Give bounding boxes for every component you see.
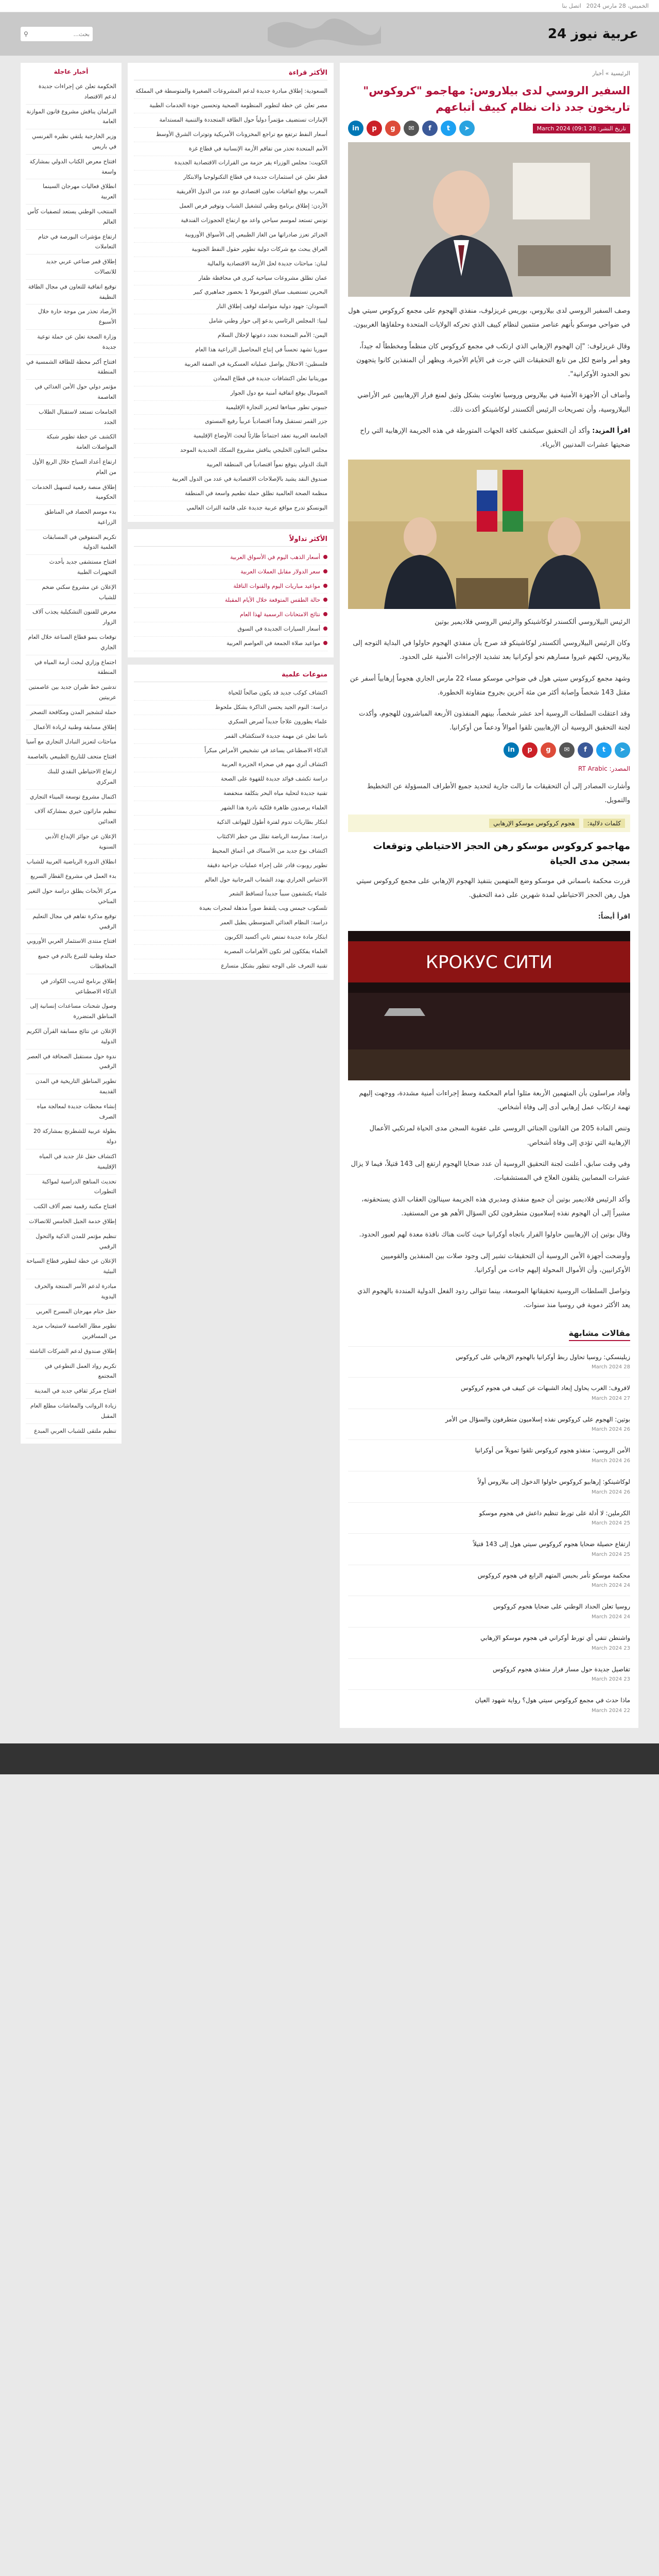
breaking-item[interactable]: توقعات بنمو قطاع الصناعة خلال العام الجاري: [26, 630, 116, 655]
trending-item[interactable]: مواعيد صلاة الجمعة في العواصم العربية: [134, 637, 327, 651]
pinterest-icon[interactable]: p: [522, 742, 537, 758]
latest-item[interactable]: السعودية: إطلاق مبادرة جديدة لدعم المشروعات الصغيرة والمتوسطة في المملكة: [134, 84, 327, 99]
top-contact-link[interactable]: اتصل بنا: [562, 3, 581, 9]
breaking-item[interactable]: مؤتمر دولي حول الأمن الغذائي في العاصمة: [26, 380, 116, 405]
breaking-item[interactable]: ندوة حول مستقبل الصحافة في العصر الرقمي: [26, 1049, 116, 1075]
breaking-item[interactable]: الإعلان عن نتائج مسابقة القرآن الكريم الدولية: [26, 1024, 116, 1049]
breaking-item[interactable]: انطلاق فعاليات مهرجان السينما العربية: [26, 179, 116, 205]
latest-item[interactable]: العراق يبحث مع شركات دولية تطوير حقول النفط الجنوبية: [134, 243, 327, 257]
breaking-item[interactable]: بدء العمل في مشروع القطار السريع: [26, 869, 116, 884]
bullet-icon: [323, 626, 327, 631]
world-map-decoration: [257, 12, 391, 56]
breaking-item[interactable]: تطوير المناطق التاريخية في المدن القديمة: [26, 1074, 116, 1099]
breaking-item[interactable]: ارتفاع مؤشرات البورصة في ختام التعاملات: [26, 230, 116, 255]
breaking-item[interactable]: تكريم رواد العمل التطوعي في المجتمع: [26, 1359, 116, 1384]
bullet-icon: [323, 569, 327, 573]
latest-item[interactable]: منظمة الصحة العالمية تطلق حملة تطعيم واسعة في المنطقة: [134, 487, 327, 501]
breaking-item[interactable]: توقيع مذكرة تفاهم في مجال التعليم الرقمي: [26, 909, 116, 935]
feature-item[interactable]: دراسة: النظام الغذائي المتوسطي يطيل العمر: [134, 916, 327, 930]
read-also-label: اقرأ أيضاً:: [598, 912, 630, 921]
feature-item[interactable]: تقنية التعرف على الوجه تتطور بشكل متسارع: [134, 959, 327, 974]
article-paragraph: وأكد الرئيس فلاديمير بوتين أن جميع منفذي ومدبري هذه الجريمة سينالون العقاب الذي يستحقونه، مشيراً إلى أن الهجوم نفذه إسلاميون متطرفون لكن السؤال الأهم هو من المستفيد.: [361, 1195, 630, 1217]
latest-item[interactable]: صندوق النقد يشيد بالإصلاحات الاقتصادية في عدد من الدول العربية: [134, 472, 327, 487]
trending-item[interactable]: نتائج الامتحانات الرسمية لهذا العام: [134, 608, 327, 622]
breaking-item[interactable]: الحكومة تعلن عن إجراءات جديدة لدعم الاقتصاد: [26, 79, 116, 105]
breaking-item[interactable]: بدء موسم الحصاد في المناطق الزراعية: [26, 505, 116, 530]
latest-item[interactable]: البنك الدولي يتوقع نمواً اقتصادياً في المنطقة العربية: [134, 458, 327, 472]
article-paragraph: وكان الرئيس البيلاروسي ألكسندر لوكاشينكو قد صرح بأن منفذي الهجوم حاولوا في البداية التوجه إلى بيلاروس، لكنهم غيروا مسارهم نحو أوكرانيا بعد تشديد الإجراءات الأمنية على الحدود.: [353, 639, 630, 662]
features-title: منوعات علمية: [134, 671, 327, 682]
article-paragraph: وقال غريزلوف: "إن الهجوم الإرهابي الذي ارتكب في مجمع كروكوس كان منظماً ومخططاً له جيداً، وهو أمر واضح لكل من تابع التحقيقات التي جرت في الأيام الأخيرة، ويظهر أن المنفذين كانوا يتجهون نحو الحدود الأوكرانية".: [356, 342, 630, 379]
breaking-item[interactable]: افتتاح معرض الكتاب الدولي بمشاركة واسعة: [26, 155, 116, 180]
article-title: السفير الروسي لدى بيلاروس: مهاجمو "كروكوس" تاريخون جدد ذات نظام كييف أتباعهم: [363, 84, 630, 113]
breaking-item[interactable]: افتتاح مكتبة رقمية تضم آلاف الكتب: [26, 1199, 116, 1214]
site-header: [0, 12, 659, 56]
linkedin-icon[interactable]: in: [504, 742, 519, 758]
breaking-item[interactable]: توقيع اتفاقية للتعاون في مجال الطاقة النظيفة: [26, 280, 116, 305]
feature-item[interactable]: اكتشاف أثري مهم في صحراء الجزيرة العربية: [134, 758, 327, 772]
latest-item[interactable]: الجامعة العربية تعقد اجتماعاً طارئاً لبحث الأوضاع الإقليمية: [134, 429, 327, 444]
bullet-icon: [323, 641, 327, 645]
google-icon[interactable]: g: [385, 121, 401, 136]
breadcrumb[interactable]: الرئيسية » أخبار: [592, 70, 630, 77]
latest-title: الأكثر قراءة: [134, 69, 327, 80]
google-icon[interactable]: g: [541, 742, 556, 758]
twitter-icon[interactable]: t: [596, 742, 612, 758]
article-date: تاريخ النشر: 28 March 2024 (09:1: [533, 124, 630, 133]
breaking-item[interactable]: انطلاق الدورة الرياضية العربية للشباب: [26, 855, 116, 870]
twitter-icon[interactable]: t: [441, 121, 456, 136]
breaking-item[interactable]: افتتاح أكبر محطة للطاقة الشمسية في المنطقة: [26, 355, 116, 380]
search-box: [21, 27, 93, 41]
breaking-item[interactable]: معرض للفنون التشكيلية يجذب آلاف الزوار: [26, 605, 116, 630]
latest-item[interactable]: تونس تستعد لموسم سياحي واعد مع ارتفاع الحجوزات الفندقية: [134, 214, 327, 228]
breaking-item[interactable]: البرلمان يناقش مشروع قانون الموازنة العامة: [26, 105, 116, 130]
article-source[interactable]: المصدر: RT Arabic: [578, 765, 630, 772]
breaking-item[interactable]: حفل ختام مهرجان المسرح العربي: [26, 1304, 116, 1319]
features-list: [134, 686, 327, 974]
breaking-item[interactable]: تنظيم ملتقى للشباب العربي المبدع: [26, 1424, 116, 1439]
breaking-item[interactable]: تطوير مطار العاصمة لاستيعاب مزيد من المسافرين: [26, 1319, 116, 1344]
breaking-item[interactable]: إنشاء محطات جديدة لمعالجة مياه الصرف: [26, 1099, 116, 1125]
related-item[interactable]: محكمة موسكو تأمر بحبس المتهم الرابع في هجوم كروكوس 24 March 2024: [348, 1565, 630, 1596]
latest-item[interactable]: الأمم المتحدة تحذر من تفاقم الأزمة الإنسانية في قطاع غزة: [134, 142, 327, 157]
breaking-item[interactable]: تحديث المناهج الدراسية لمواكبة التطورات: [26, 1175, 116, 1200]
related-item[interactable]: ارتفاع حصيلة ضحايا هجوم كروكوس سيتي هول إلى 143 قتيلاً 25 March 2024: [348, 1533, 630, 1565]
article-paragraph: وصف السفير الروسي لدى بيلاروس، بوريس غريزلوف، منفذي الهجوم على مجمع كروكوس سيتي هول في ضواحي موسكو بأنهم عناصر منتمين لنظام كييف الذي تحركه الولايات المتحدة وحلفاؤها الغربيون.: [348, 307, 630, 329]
feature-item[interactable]: الاحتباس الحراري يهدد الشعاب المرجانية حول العالم: [134, 873, 327, 888]
trending-item[interactable]: مواعيد مباريات اليوم والقنوات الناقلة: [134, 580, 327, 594]
telegram-icon[interactable]: ➤: [459, 121, 475, 136]
breaking-item[interactable]: مباحثات لتعزيز التبادل التجاري مع آسيا: [26, 735, 116, 750]
article-paragraph: وشهد مجمع كروكوس سيتي هول في ضواحي موسكو مساء 22 مارس الجاري هجوماً إرهابياً أسفر عن مقتل 143 شخصاً وإصابة أكثر من مئة آخرين بجروح متفاوتة الخطورة.: [350, 674, 630, 697]
middle-sidebar: [128, 63, 334, 987]
article-paragraph: وأفاد مراسلون بأن المتهمين الأربعة مثلوا أمام المحكمة وسط إجراءات أمنية مشددة، ووجهت إليهم تهمة ارتكاب عمل إرهابي أدى إلى وفاة أشخاص.: [359, 1089, 630, 1112]
bullet-icon: [323, 598, 327, 602]
trending-box: [128, 529, 334, 657]
feature-item[interactable]: العلماء يرصدون ظاهرة فلكية نادرة هذا الشهر: [134, 801, 327, 816]
bullet-icon: [323, 612, 327, 616]
article-paragraph: وتواصل السلطات الروسية تحقيقاتها الموسعة، بينما تتوالى ردود الفعل الدولية المنددة بالهجوم الذي يعد الأكثر دموية في روسيا منذ سنوات.: [357, 1287, 630, 1310]
trending-item[interactable]: أسعار السيارات الجديدة في السوق: [134, 622, 327, 637]
top-date: الخميس، 28 مارس 2024: [586, 3, 649, 9]
search-input[interactable]: [28, 31, 90, 38]
linkedin-icon[interactable]: in: [348, 121, 363, 136]
article-paragraph: [348, 424, 630, 452]
latest-item[interactable]: جيبوتي تطور ميناءها لتعزيز التجارة الإقليمية: [134, 401, 327, 415]
breaking-item[interactable]: بطولة عربية للشطرنج بمشاركة 20 دولة: [26, 1124, 116, 1149]
article-column: [340, 63, 638, 1728]
tag-item[interactable]: هجوم كروكوس موسكو الإرهابي: [489, 819, 579, 828]
article-paragraph: وقال بوتين إن الإرهابيين حاولوا الفرار باتجاه أوكرانيا حيث كانت هناك نافذة معدة لهم لعبور الحدود.: [359, 1231, 630, 1239]
breaking-item[interactable]: اجتماع وزاري لبحث أزمة المياه في المنطقة: [26, 655, 116, 681]
article-paragraph: وأضاف أن الأجهزة الأمنية في بيلاروس وروسيا تعاونت بشكل وثيق لمنع فرار الإرهابيين عبر الأراضي البيلاروسية، وأن تصريحات الرئيس ألكسندر لوكاشينكو أكدت ذلك.: [357, 392, 630, 414]
article-paragraph: وأوضحت أجهزة الأمن الروسية أن التحقيقات تشير إلى وجود صلات بين المنفذين والقوميين الأوكرانيين، وأن الأموال المحولة إليهم جاءت من أوكرانيا.: [380, 1252, 630, 1274]
latest-item[interactable]: الكويت: مجلس الوزراء يقر حزمة من القرارات الاقتصادية الجديدة: [134, 156, 327, 171]
trending-item[interactable]: حالة الطقس المتوقعة خلال الأيام المقبلة: [134, 594, 327, 608]
breaking-item[interactable]: الكشف عن خطة تطوير شبكة المواصلات العامة: [26, 430, 116, 455]
latest-item[interactable]: سوريا تشهد تحسناً في إنتاج المحاصيل الزراعية هذا العام: [134, 343, 327, 358]
related-item[interactable]: الكرملين: لا أدلة على تورط تنظيم داعش في هجوم موسكو 25 March 2024: [348, 1502, 630, 1534]
latest-item[interactable]: موريتانيا تعلن اكتشافات جديدة في قطاع المعادن: [134, 372, 327, 386]
latest-item[interactable]: جزر القمر تستقبل وفداً اقتصادياً عربياً رفيع المستوى: [134, 415, 327, 429]
bullet-icon: [323, 555, 327, 559]
latest-item[interactable]: المغرب يوقع اتفاقيات تعاون اقتصادي مع عدد من الدول الأفريقية: [134, 185, 327, 199]
latest-item[interactable]: أسعار النفط ترتفع مع تراجع المخزونات الأمريكية وتوترات الشرق الأوسط: [134, 128, 327, 142]
latest-box: [128, 63, 334, 522]
narrow-sidebar: [21, 63, 122, 1444]
email-icon[interactable]: ✉: [404, 121, 419, 136]
latest-item[interactable]: الجزائر تعزز صادراتها من الغاز الطبيعي إلى الأسواق الأوروبية: [134, 228, 327, 243]
latest-item[interactable]: فلسطين: الاحتلال يواصل عملياته العسكرية في الضفة الغربية: [134, 358, 327, 372]
read-more-label: اقرأ المزيد:: [592, 427, 630, 435]
breaking-item[interactable]: اكتمال مشروع توسعة الميناء التجاري: [26, 790, 116, 805]
breaking-item[interactable]: الإعلان عن جوائز الإبداع الأدبي السنوية: [26, 829, 116, 855]
breaking-item[interactable]: إطلاق قمر صناعي عربي جديد للاتصالات: [26, 255, 116, 280]
tags-box: [348, 815, 630, 832]
share-buttons: [348, 121, 475, 136]
facebook-icon[interactable]: f: [578, 742, 593, 758]
tags-label: كلمات دلالية:: [583, 819, 625, 828]
feature-item[interactable]: تلسكوب جيمس ويب يلتقط صوراً مذهلة لمجرات بعيدة: [134, 902, 327, 916]
breaking-item[interactable]: افتتاح منتدى الاستثمار العربي الأوروبي: [26, 934, 116, 949]
related-item[interactable]: زيلينسكي: روسيا تحاول ربط أوكرانيا بالهجوم الإرهابي على كروكوس 28 March 2024: [348, 1346, 630, 1378]
article-photo-crocus: [348, 931, 630, 1080]
article-subtitle: مهاجمو كروكوس موسكو رهن الحجز الاحتياطي وتوقعات بسجن مدى الحياة: [373, 841, 630, 867]
features-box: [128, 665, 334, 980]
feature-item[interactable]: دراسة: النوم الجيد يحسن الذاكرة بشكل ملحوظ: [134, 701, 327, 715]
article-photo-meeting: [348, 460, 630, 609]
article-meta: [348, 121, 630, 136]
breaking-item[interactable]: إطلاق صندوق لدعم الشركات الناشئة: [26, 1344, 116, 1359]
breaking-item[interactable]: تنظيم ماراثون خيري بمشاركة آلاف العدائين: [26, 804, 116, 829]
latest-item[interactable]: لبنان: مباحثات جديدة لحل الأزمة الاقتصادية والمالية: [134, 257, 327, 272]
feature-item[interactable]: اكتشاف كوكب جديد قد يكون صالحاً للحياة: [134, 686, 327, 701]
article-photo-diplomat: [348, 142, 630, 297]
breaking-item[interactable]: مبادرة لدعم الأسر المنتجة والحرف اليدوية: [26, 1279, 116, 1304]
top-strip: [0, 0, 659, 12]
latest-item[interactable]: مجلس التعاون الخليجي يناقش مشروع السكك الحديدية الموحد: [134, 444, 327, 458]
breaking-item[interactable]: تدشين خط طيران جديد بين عاصمتين عربيتين: [26, 680, 116, 705]
latest-item[interactable]: البحرين تستضيف سباق الفورمولا 1 بحضور جماهيري كبير: [134, 285, 327, 300]
breaking-item[interactable]: إطلاق برنامج لتدريب الكوادر في الذكاء الاصطناعي: [26, 974, 116, 999]
breaking-item[interactable]: حملة وطنية للتبرع بالدم في جميع المحافظات: [26, 949, 116, 974]
article-paragraph: قررت محكمة باسماني في موسكو وضع المتهمين بتنفيذ الهجوم الإرهابي على مجمع كروكوس سيتي هول رهن الحجز الاحتياطي لمدة شهرين على ذمة التحقيق.: [356, 877, 630, 900]
latest-item[interactable]: الإمارات تستضيف مؤتمراً دولياً حول الطاقة المتجددة والتنمية المستدامة: [134, 113, 327, 128]
feature-item[interactable]: علماء يطورون علاجاً جديداً لمرض السكري: [134, 715, 327, 730]
breaking-item[interactable]: افتتاح متحف للتاريخ الطبيعي بالعاصمة: [26, 750, 116, 765]
related-item[interactable]: تفاصيل جديدة حول مسار فرار منفذي هجوم كروكوس 23 March 2024: [348, 1658, 630, 1690]
image-caption: الرئيس البيلاروسي ألكسندر لوكاشينكو والرئيس الروسي فلاديمير بوتين: [435, 618, 630, 626]
narrow-list: [26, 79, 116, 1438]
feature-item[interactable]: ابتكار بطاريات تدوم لفترة أطول للهواتف الذكية: [134, 816, 327, 830]
feature-item[interactable]: تطوير روبوت قادر على إجراء عمليات جراحية دقيقة: [134, 859, 327, 873]
article-paragraph-text: وأكد أن التحقيق سيكشف كافة الجهات المتورطة في هذه الجريمة الإرهابية التي راح ضحيتها عشرات المدنيين الأبرياء.: [360, 427, 630, 449]
breaking-item[interactable]: افتتاح مستشفى جديد بأحدث التجهيزات الطبية: [26, 555, 116, 580]
trending-item[interactable]: سعر الدولار مقابل العملات العربية: [134, 565, 327, 580]
feature-item[interactable]: علماء يكتشفون سبباً جديداً لتساقط الشعر: [134, 887, 327, 902]
feature-item[interactable]: دراسة تكشف فوائد جديدة للقهوة على الصحة: [134, 772, 327, 787]
latest-item[interactable]: اليونسكو تدرج مواقع عربية جديدة على قائمة التراث العالمي: [134, 501, 327, 516]
narrow-title: أخبار عاجلة: [54, 68, 89, 75]
site-footer: [0, 1743, 659, 1774]
breaking-item[interactable]: تنظيم مؤتمر للمدن الذكية والتحول الرقمي: [26, 1229, 116, 1255]
bullet-icon: [323, 584, 327, 588]
breaking-item[interactable]: افتتاح مركز ثقافي جديد في المدينة: [26, 1384, 116, 1399]
feature-item[interactable]: اكتشاف نوع جديد من الأسماك في أعماق المحيط: [134, 844, 327, 859]
feature-item[interactable]: ابتكار مادة جديدة تمتص ثاني أكسيد الكربون: [134, 930, 327, 945]
related-item[interactable]: لوكاشينكو: إرهابيو كروكوس حاولوا الدخول إلى بيلاروس أولاً 26 March 2024: [348, 1471, 630, 1502]
breaking-item[interactable]: اكتشاف حقل غاز جديد في المياه الإقليمية: [26, 1149, 116, 1175]
feature-item[interactable]: تقنية جديدة لتحلية مياه البحر بتكلفة منخفضة: [134, 787, 327, 801]
latest-item[interactable]: اليمن: الأمم المتحدة تجدد دعوتها لإحلال السلام: [134, 329, 327, 343]
search-icon[interactable]: ⚲: [24, 30, 28, 38]
breaking-item[interactable]: الإعلان عن مشروع سكني ضخم للشباب: [26, 580, 116, 605]
feature-item[interactable]: العلماء يفككون لغز تكون الأهرامات المصرية: [134, 945, 327, 959]
latest-item[interactable]: مصر تعلن عن خطة لتطوير المنظومة الصحية وتحسين جودة الخدمات الطبية: [134, 99, 327, 113]
related-item[interactable]: الأمن الروسي: منفذو هجوم كروكوس تلقوا تمويلاً من أوكرانيا 26 March 2024: [348, 1439, 630, 1471]
latest-item[interactable]: ليبيا: المجلس الرئاسي يدعو إلى حوار وطني شامل: [134, 314, 327, 329]
breaking-item[interactable]: إطلاق منصة رقمية لتسهيل الخدمات الحكومية: [26, 480, 116, 505]
breaking-item[interactable]: الإعلان عن خطة لتطوير قطاع السياحة البيئية: [26, 1254, 116, 1279]
article-paragraph: وقد اعتقلت السلطات الروسية أحد عشر شخصاً، بينهم المنفذون الأربعة المباشرون للهجوم، وأكدت لجنة التحقيق الروسية أن الإرهابيين تلقوا أموالاً ودعماً من أوكرانيا.: [359, 710, 630, 732]
latest-item[interactable]: السودان: جهود دولية متواصلة لوقف إطلاق النار: [134, 300, 327, 314]
breaking-item[interactable]: تكريم المتفوقين في المسابقات العلمية الدولية: [26, 530, 116, 555]
article-paragraph: وفي وقت سابق، أعلنت لجنة التحقيق الروسية أن عدد ضحايا الهجوم ارتفع إلى 143 قتيلاً، فيما لا يزال عشرات المصابين يتلقون العلاج في المستشفيات.: [351, 1160, 630, 1182]
feature-item[interactable]: الذكاء الاصطناعي يساعد في تشخيص الأمراض مبكراً: [134, 744, 327, 758]
page-wrap: [21, 63, 638, 1728]
breaking-item[interactable]: الأرصاد تحذر من موجة حارة خلال الأسبوع: [26, 304, 116, 330]
breaking-item[interactable]: إطلاق مسابقة وطنية لريادة الأعمال: [26, 720, 116, 735]
latest-item[interactable]: الصومال يوقع اتفاقية أمنية مع دول الجوار: [134, 386, 327, 401]
breaking-item[interactable]: وصول شحنات مساعدات إنسانية إلى المناطق المتضررة: [26, 999, 116, 1024]
breaking-item[interactable]: مركز الأبحاث يطلق دراسة حول التغير المناخي: [26, 884, 116, 909]
breaking-item[interactable]: زيادة الرواتب والمعاشات مطلع العام المقبل: [26, 1399, 116, 1424]
latest-item[interactable]: عمان تطلق مشروعات سياحية كبرى في محافظة ظفار: [134, 272, 327, 286]
breaking-item[interactable]: ارتفاع أعداد السياح خلال الربع الأول من العام: [26, 455, 116, 480]
related-title: مقالات مشابهة: [569, 1328, 630, 1341]
trending-item[interactable]: أسعار الذهب اليوم في الأسواق العربية: [134, 551, 327, 565]
related-item[interactable]: روسيا تعلن الحداد الوطني على ضحايا هجوم كروكوس 24 March 2024: [348, 1596, 630, 1627]
related-item[interactable]: لافروف: الغرب يحاول إبعاد الشبهات عن كييف في هجوم كروكوس 27 March 2024: [348, 1377, 630, 1409]
latest-list: [134, 84, 327, 516]
article-paragraph: وأشارت المصادر إلى أن التحقيقات ما زالت جارية لتحديد جميع الأطراف المسؤولة عن التخطيط والتمويل.: [367, 782, 630, 805]
related-item[interactable]: ماذا حدث في مجمع كروكوس سيتي هول؟ رواية شهود العيان 22 March 2024: [348, 1689, 630, 1721]
breaking-item[interactable]: إطلاق خدمة الجيل الخامس للاتصالات: [26, 1214, 116, 1229]
breaking-item[interactable]: وزير الخارجية يلتقي نظيره الفرنسي في باريس: [26, 129, 116, 155]
feature-item[interactable]: دراسة: ممارسة الرياضة تقلل من خطر الاكتئاب: [134, 830, 327, 844]
breaking-item[interactable]: ارتفاع الاحتياطي النقدي للبنك المركزي: [26, 765, 116, 790]
related-list: [348, 1346, 630, 1721]
breaking-item[interactable]: المنتخب الوطني يستعد لتصفيات كأس العالم: [26, 205, 116, 230]
related-item[interactable]: بوتين: الهجوم على كروكوس نفذه إسلاميون متطرفون والسؤال من الأمر 26 March 2024: [348, 1409, 630, 1440]
latest-item[interactable]: الأردن: إطلاق برنامج وطني لتشغيل الشباب وتوفير فرص العمل: [134, 199, 327, 214]
pinterest-icon[interactable]: p: [367, 121, 382, 136]
crocus-sign-text: КРОКУС СИТИ: [425, 952, 553, 973]
share-buttons-bottom: [348, 742, 630, 758]
feature-item[interactable]: ناسا تعلن عن مهمة جديدة لاستكشاف القمر: [134, 730, 327, 744]
email-icon[interactable]: ✉: [559, 742, 575, 758]
trending-title: الأكثر تداولاً: [134, 535, 327, 547]
latest-item[interactable]: قطر تعلن عن استثمارات جديدة في قطاع التكنولوجيا والابتكار: [134, 171, 327, 185]
telegram-icon[interactable]: ➤: [615, 742, 630, 758]
trending-list: [134, 551, 327, 651]
breaking-item[interactable]: الجامعات تستعد لاستقبال الطلاب الجدد: [26, 405, 116, 430]
related-item[interactable]: واشنطن تنفي أي تورط أوكراني في هجوم موسكو الإرهابي 23 March 2024: [348, 1627, 630, 1658]
article-paragraph: وتنص المادة 205 من القانون الجنائي الروسي على عقوبة السجن مدى الحياة لمرتكبي الأعمال الإرهابية التي تؤدي إلى وفاة أشخاص.: [369, 1125, 630, 1147]
site-logo[interactable]: عربية نيوز 24: [547, 26, 638, 42]
breaking-item[interactable]: حملة لتشجير المدن ومكافحة التصحر: [26, 705, 116, 720]
facebook-icon[interactable]: f: [422, 121, 438, 136]
breaking-item[interactable]: وزارة الصحة تعلن عن حملة توعية جديدة: [26, 330, 116, 355]
